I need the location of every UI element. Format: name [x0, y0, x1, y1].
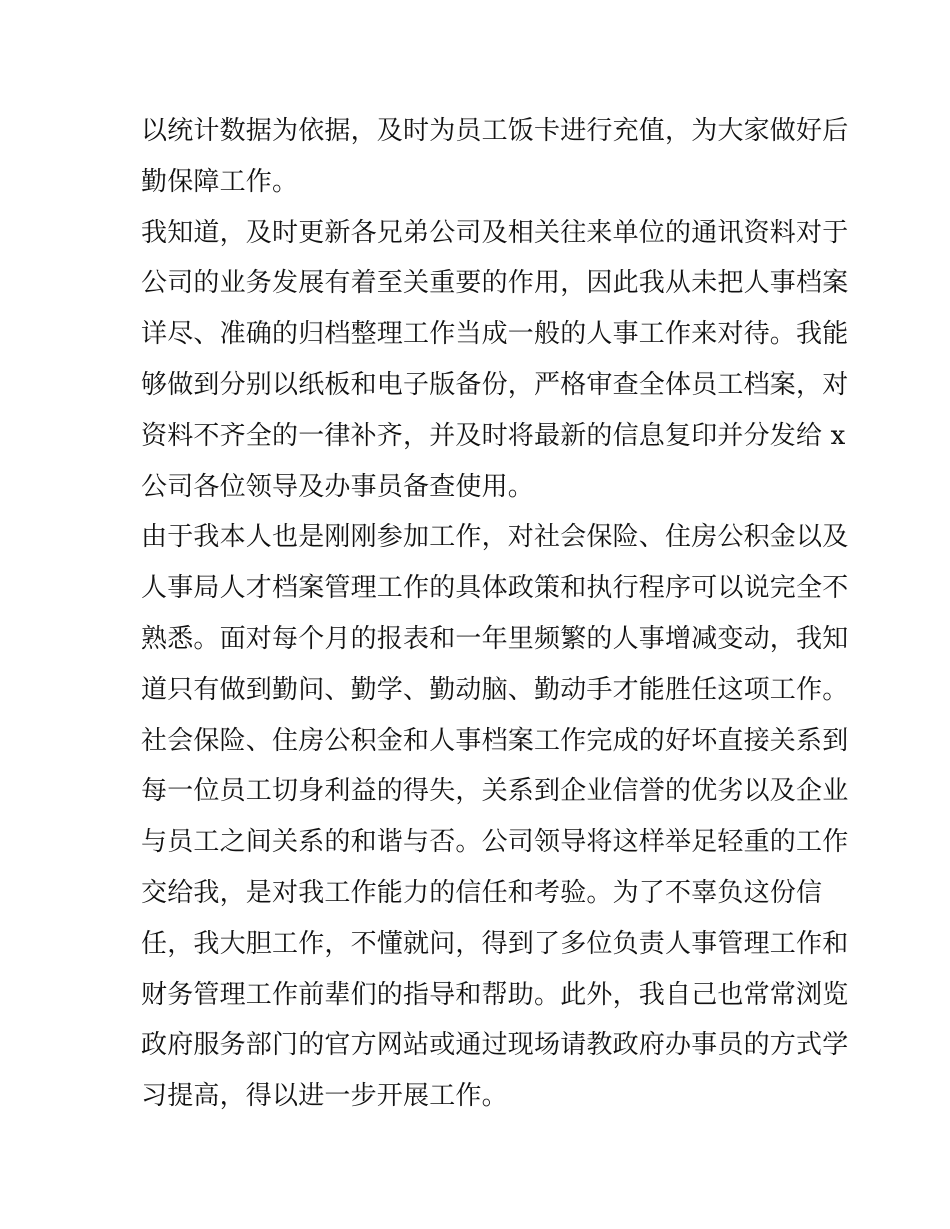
- text-line: 习提高，得以进一步开展工作。: [141, 1081, 508, 1112]
- text-line: 我知道，及时更新各兄弟公司及相关往来单位的通讯资料对于: [141, 217, 849, 248]
- text-line: 财务管理工作前辈们的指导和帮助。此外，我自己也常常浏览: [141, 979, 849, 1010]
- text-line: 人事局人才档案管理工作的具体政策和执行程序可以说完全不: [141, 573, 849, 604]
- text-line: 详尽、准确的归档整理工作当成一般的人事工作来对待。我能: [141, 319, 849, 350]
- text-line: 资料不齐全的一律补齐，并及时将最新的信息复印并分发给 x: [141, 420, 846, 451]
- text-line: 社会保险、住房公积金和人事档案工作完成的好坏直接关系到: [141, 725, 849, 756]
- text-line: 交给我，是对我工作能力的信任和考验。为了不辜负这份信: [141, 877, 823, 908]
- text-line: 公司各位领导及办事员备查使用。: [141, 471, 535, 502]
- document-body: [141, 106, 849, 1122]
- text-line: 勤保障工作。: [141, 166, 299, 197]
- text-line: 每一位员工切身利益的得失，关系到企业信誉的优劣以及企业: [141, 776, 849, 807]
- text-line: 由于我本人也是刚刚参加工作，对社会保险、住房公积金以及: [141, 522, 849, 553]
- text-line: 道只有做到勤问、勤学、勤动脑、勤动手才能胜任这项工作。: [141, 674, 849, 705]
- text-line: 任，我大胆工作，不懂就问，得到了多位负责人事管理工作和: [141, 928, 849, 959]
- text-line: 以统计数据为依据，及时为员工饭卡进行充值，为大家做好后: [141, 116, 849, 146]
- text-line: 政府服务部门的官方网站或通过现场请教政府办事员的方式学: [141, 1030, 849, 1061]
- text-line: 与员工之间关系的和谐与否。公司领导将这样举足轻重的工作: [141, 827, 849, 858]
- text-line: 公司的业务发展有着至关重要的作用，因此我从未把人事档案: [141, 268, 849, 299]
- text-line: 熟悉。面对每个月的报表和一年里频繁的人事增减变动，我知: [141, 623, 849, 654]
- text-line: 够做到分别以纸板和电子版备份，严格审查全体员工档案，对: [141, 369, 849, 400]
